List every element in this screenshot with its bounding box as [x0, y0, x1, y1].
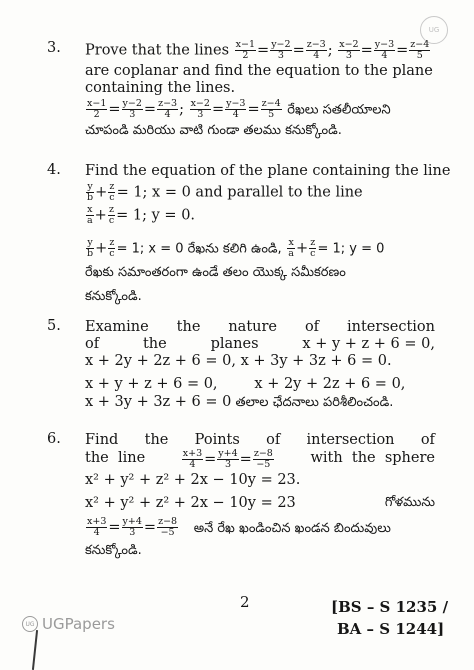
ugpapers-logo: UG UGPapers	[22, 615, 115, 633]
question-5-telugu-line-1: x + y + z + 6 = 0, x + 2y + 2z + 6 = 0,	[85, 376, 406, 392]
question-6-telugu-line-1: x² + y² + z² + 2x − 10y = 23 గోళమును	[85, 495, 435, 511]
question-6-telugu-line-3: కనుక్కోండి.	[85, 543, 142, 558]
page-number: 2	[240, 593, 250, 611]
fraction: $\frac{y-3}{4}$	[374, 39, 395, 61]
page-edge-mark	[32, 630, 38, 670]
question-4-line-1: Find the equation of the plane containing the line	[85, 163, 451, 179]
question-3-number: 3.	[47, 40, 61, 56]
question-3-line-2: are coplanar and find the equation to the plane	[85, 63, 433, 79]
question-6-line-1: Find the Points of intersection of	[85, 432, 435, 448]
question-5-line-2: of the planes x + y + z + 6 = 0,	[85, 336, 435, 352]
question-5-line-1: Examine the nature of intersection	[85, 319, 435, 335]
question-4-number: 4.	[47, 162, 61, 178]
question-5-telugu-line-2: x + 3y + 3z + 6 = 0 తలాల ఛేదనాలు పరిశీలించండి.	[85, 394, 394, 410]
question-4-telugu-line-2: రేఖకు సమాంతరంగా ఉండే తలం యొక్క సమీకరణం	[85, 265, 346, 280]
question-3-line-1: Prove that the lines $\frac{x-1}{2}$ = $\frac{y-2}{3}$ = $\frac{z-3}{4}$ ; $\frac{x-2}{3}$ = $\frac{y-3}{4}$ = $\frac{z-4}{5}$	[85, 39, 430, 61]
question-6-number: 6.	[47, 431, 61, 447]
question-6-line-3: x² + y² + z² + 2x − 10y = 23.	[85, 472, 301, 488]
question-6-line-2: the line $\frac{x+3}{4}$ = $\frac{y+4}{3}$ = $\frac{z-8}{-5}$ with the sphere	[85, 448, 435, 470]
paper-code-line-2: BA – S 1244]	[337, 620, 445, 638]
fraction: $\frac{z-3}{4}$	[306, 39, 326, 61]
question-4-telugu-line-3: కనుక్కోండి.	[85, 289, 142, 304]
fraction: $\frac{z-4}{5}$	[410, 39, 430, 61]
ug-badge-icon: UG	[22, 616, 38, 632]
ugpapers-seal: UG	[420, 16, 448, 44]
question-4-telugu-line-1: $\frac{y}{b}$ + $\frac{z}{c}$ = 1; x = 0 రేఖను కలిగి ఉండి, $\frac{x}{a}$ + $\frac{z}{c}$ = 1; y = 0	[87, 237, 385, 259]
paper-code-line-1: [BS – S 1235 /	[331, 598, 449, 616]
question-5-line-3: x + 2y + 2z + 6 = 0, x + 3y + 3z + 6 = 0.	[85, 353, 392, 369]
fraction: $\frac{x-2}{3}$	[339, 39, 359, 61]
question-6-telugu-line-2: $\frac{x+3}{4}$ = $\frac{y+4}{3}$ = $\frac{z-8}{-5}$ అనే రేఖ ఖండించిన ఖండన బిందువులు	[87, 516, 391, 538]
fraction: $\frac{y-2}{3}$	[271, 39, 291, 61]
question-3-line-3: containing the lines.	[85, 80, 236, 96]
fraction: $\frac{x-1}{2}$	[235, 39, 256, 61]
question-4-line-2: $\frac{y}{b}$ + $\frac{z}{c}$ = 1; x = 0 and parallel to the line	[87, 181, 363, 203]
question-3-telugu-line-1: $\frac{x-1}{2}$ = $\frac{y-2}{3}$ = $\frac{z-3}{4}$ ; $\frac{x-2}{3}$ = $\frac{y-3}{4}$ = $\frac{z-4}{5}$ రేఖలు సతలీయాలని	[87, 98, 391, 120]
question-3-telugu-line-2: చూపండి మరియు వాటి గుండా తలము కనుక్కోండి.	[85, 123, 342, 138]
question-4-line-3: $\frac{x}{a}$ + $\frac{z}{c}$ = 1; y = 0.	[87, 204, 196, 226]
question-5-number: 5.	[47, 318, 61, 334]
